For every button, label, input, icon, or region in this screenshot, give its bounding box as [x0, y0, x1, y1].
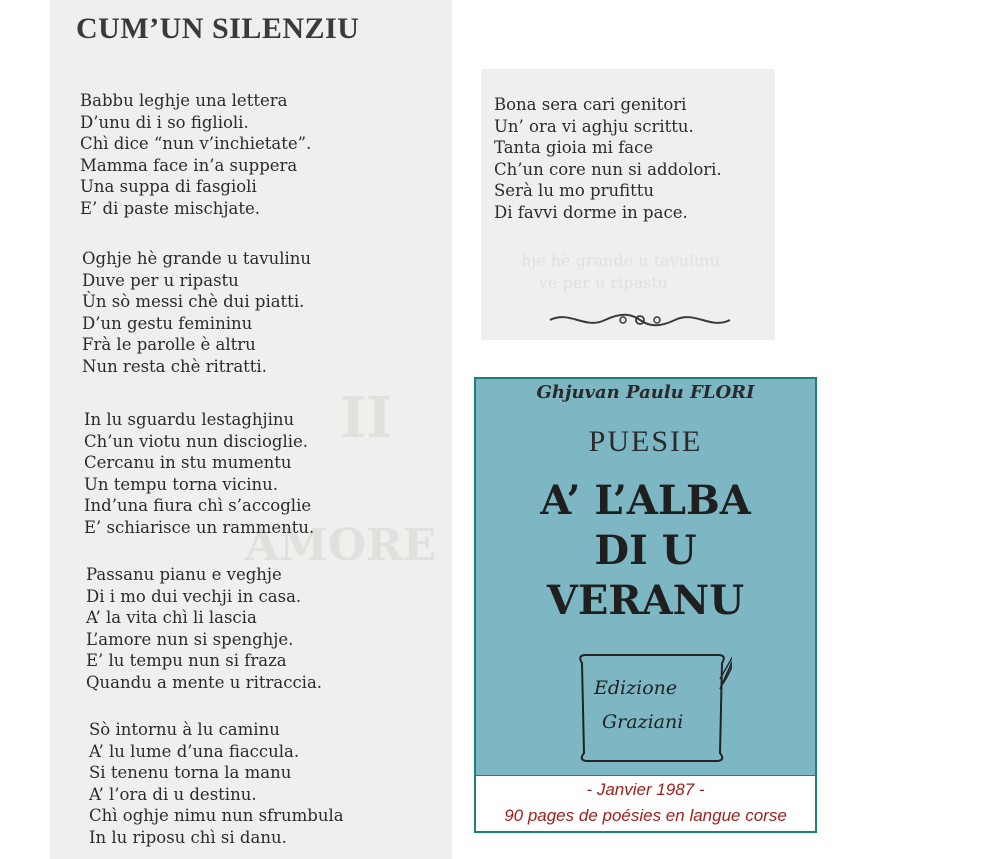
show-through: AMORE [245, 520, 437, 571]
cover-author: Ghjuvan Paulu FLORI [536, 382, 755, 403]
ornament-flourish-icon [545, 310, 735, 330]
caption-date: - Janvier 1987 - [586, 780, 705, 799]
verse-line: Tanta gioia mi face [494, 138, 654, 158]
verse-line: Mamma face in’a suppera [80, 155, 298, 175]
verse-line: E’ lu tempu nun si fraza [86, 651, 287, 671]
verse-line: D’unu di i so figlioli. [80, 112, 249, 132]
show-through: ve per u ripastu [539, 273, 668, 292]
publisher-name-line: Graziani [602, 711, 684, 733]
verse-line: Oghje hè grande u tavulinu [82, 249, 312, 268]
verse-line: Ind’una fiura chì s’accoglie [84, 496, 312, 516]
verse-line: Quandu a mente u ritraccia. [86, 672, 323, 692]
publisher-name-line: Edizione [594, 677, 678, 699]
stanza-3 [84, 409, 314, 539]
verse-line: E’ di paste mischjate. [80, 198, 260, 218]
verse-line: D’un gestu femininu [82, 313, 253, 333]
verse-line: Di favvi dorme in pace. [494, 202, 688, 222]
verse-line: Duve per u ripastu [82, 270, 239, 290]
cover-series: PUESIE [588, 425, 703, 458]
verse-line: Cercanu in stu mumentu [84, 453, 292, 473]
caption-description: 90 pages de poésies en langue corse [504, 806, 787, 825]
verse-line: Una suppa di fasgioli [80, 177, 257, 197]
verse-line: Serà lu mo prufittu [494, 181, 654, 201]
poem-title: CUM’UN SILENZIU [76, 12, 360, 45]
book-cover [474, 377, 817, 777]
verse-line: Un’ ora vi aghju scrittu. [494, 116, 694, 136]
stanza-5 [89, 719, 344, 849]
verse-line: Nun resta chè ritratti. [82, 356, 267, 376]
verse-line: Chì oghje nimu nun sfrumbula [89, 806, 344, 826]
verse-line: Passanu pianu e veghje [86, 565, 282, 584]
stanza-4 [86, 564, 322, 694]
verse-line: Ch’un viotu nun discioglie. [84, 431, 309, 451]
cover-title-line: DI U [594, 527, 697, 574]
verse-line: A’ l’ora di u destinu. [89, 784, 257, 804]
verse-line: L’amore nun si spenghje. [86, 629, 294, 649]
verse-line: A’ lu lume d’una fiaccula. [89, 741, 300, 761]
show-through: II [340, 385, 393, 451]
verse-line: In lu riposu chì si danu. [89, 827, 287, 847]
verse-line: E’ schiarisce un rammentu. [84, 517, 315, 537]
stanza-2 [82, 248, 311, 378]
show-through: hje hè grande u tavulinu [521, 251, 720, 270]
verse-line: Babbu leghje una lettera [80, 91, 288, 110]
verse-line: Frà le parolle è altru [82, 335, 256, 355]
cover-title-line: VERANU [546, 577, 745, 624]
verse-line: In lu sguardu lestaghjinu [84, 410, 295, 429]
verse-line: Chì dice “nun v’inchietate”. [80, 134, 312, 154]
verse-line: Di i mo dui vechji in casa. [86, 586, 302, 606]
verse-line: Ùn sò messi chè dui piatti. [82, 292, 305, 312]
verse-line: Si tenenu torna la manu [89, 763, 292, 783]
verse-line: Bona sera cari genitori [494, 95, 687, 114]
verse-line: Ch’un core nun si addolori. [494, 159, 722, 179]
scroll-frame-icon [572, 649, 732, 767]
verse-line: Sò intornu à lu caminu [89, 720, 280, 739]
cover-title-line: A’ L’ALBA [540, 477, 751, 524]
final-stanza [494, 94, 722, 224]
caption-box [474, 776, 817, 833]
verse-line: Un tempu torna vicinu. [84, 474, 279, 494]
stanza-1 [80, 90, 311, 220]
verse-line: A’ la vita chì li lascia [86, 608, 257, 628]
publisher-logo [572, 649, 732, 767]
